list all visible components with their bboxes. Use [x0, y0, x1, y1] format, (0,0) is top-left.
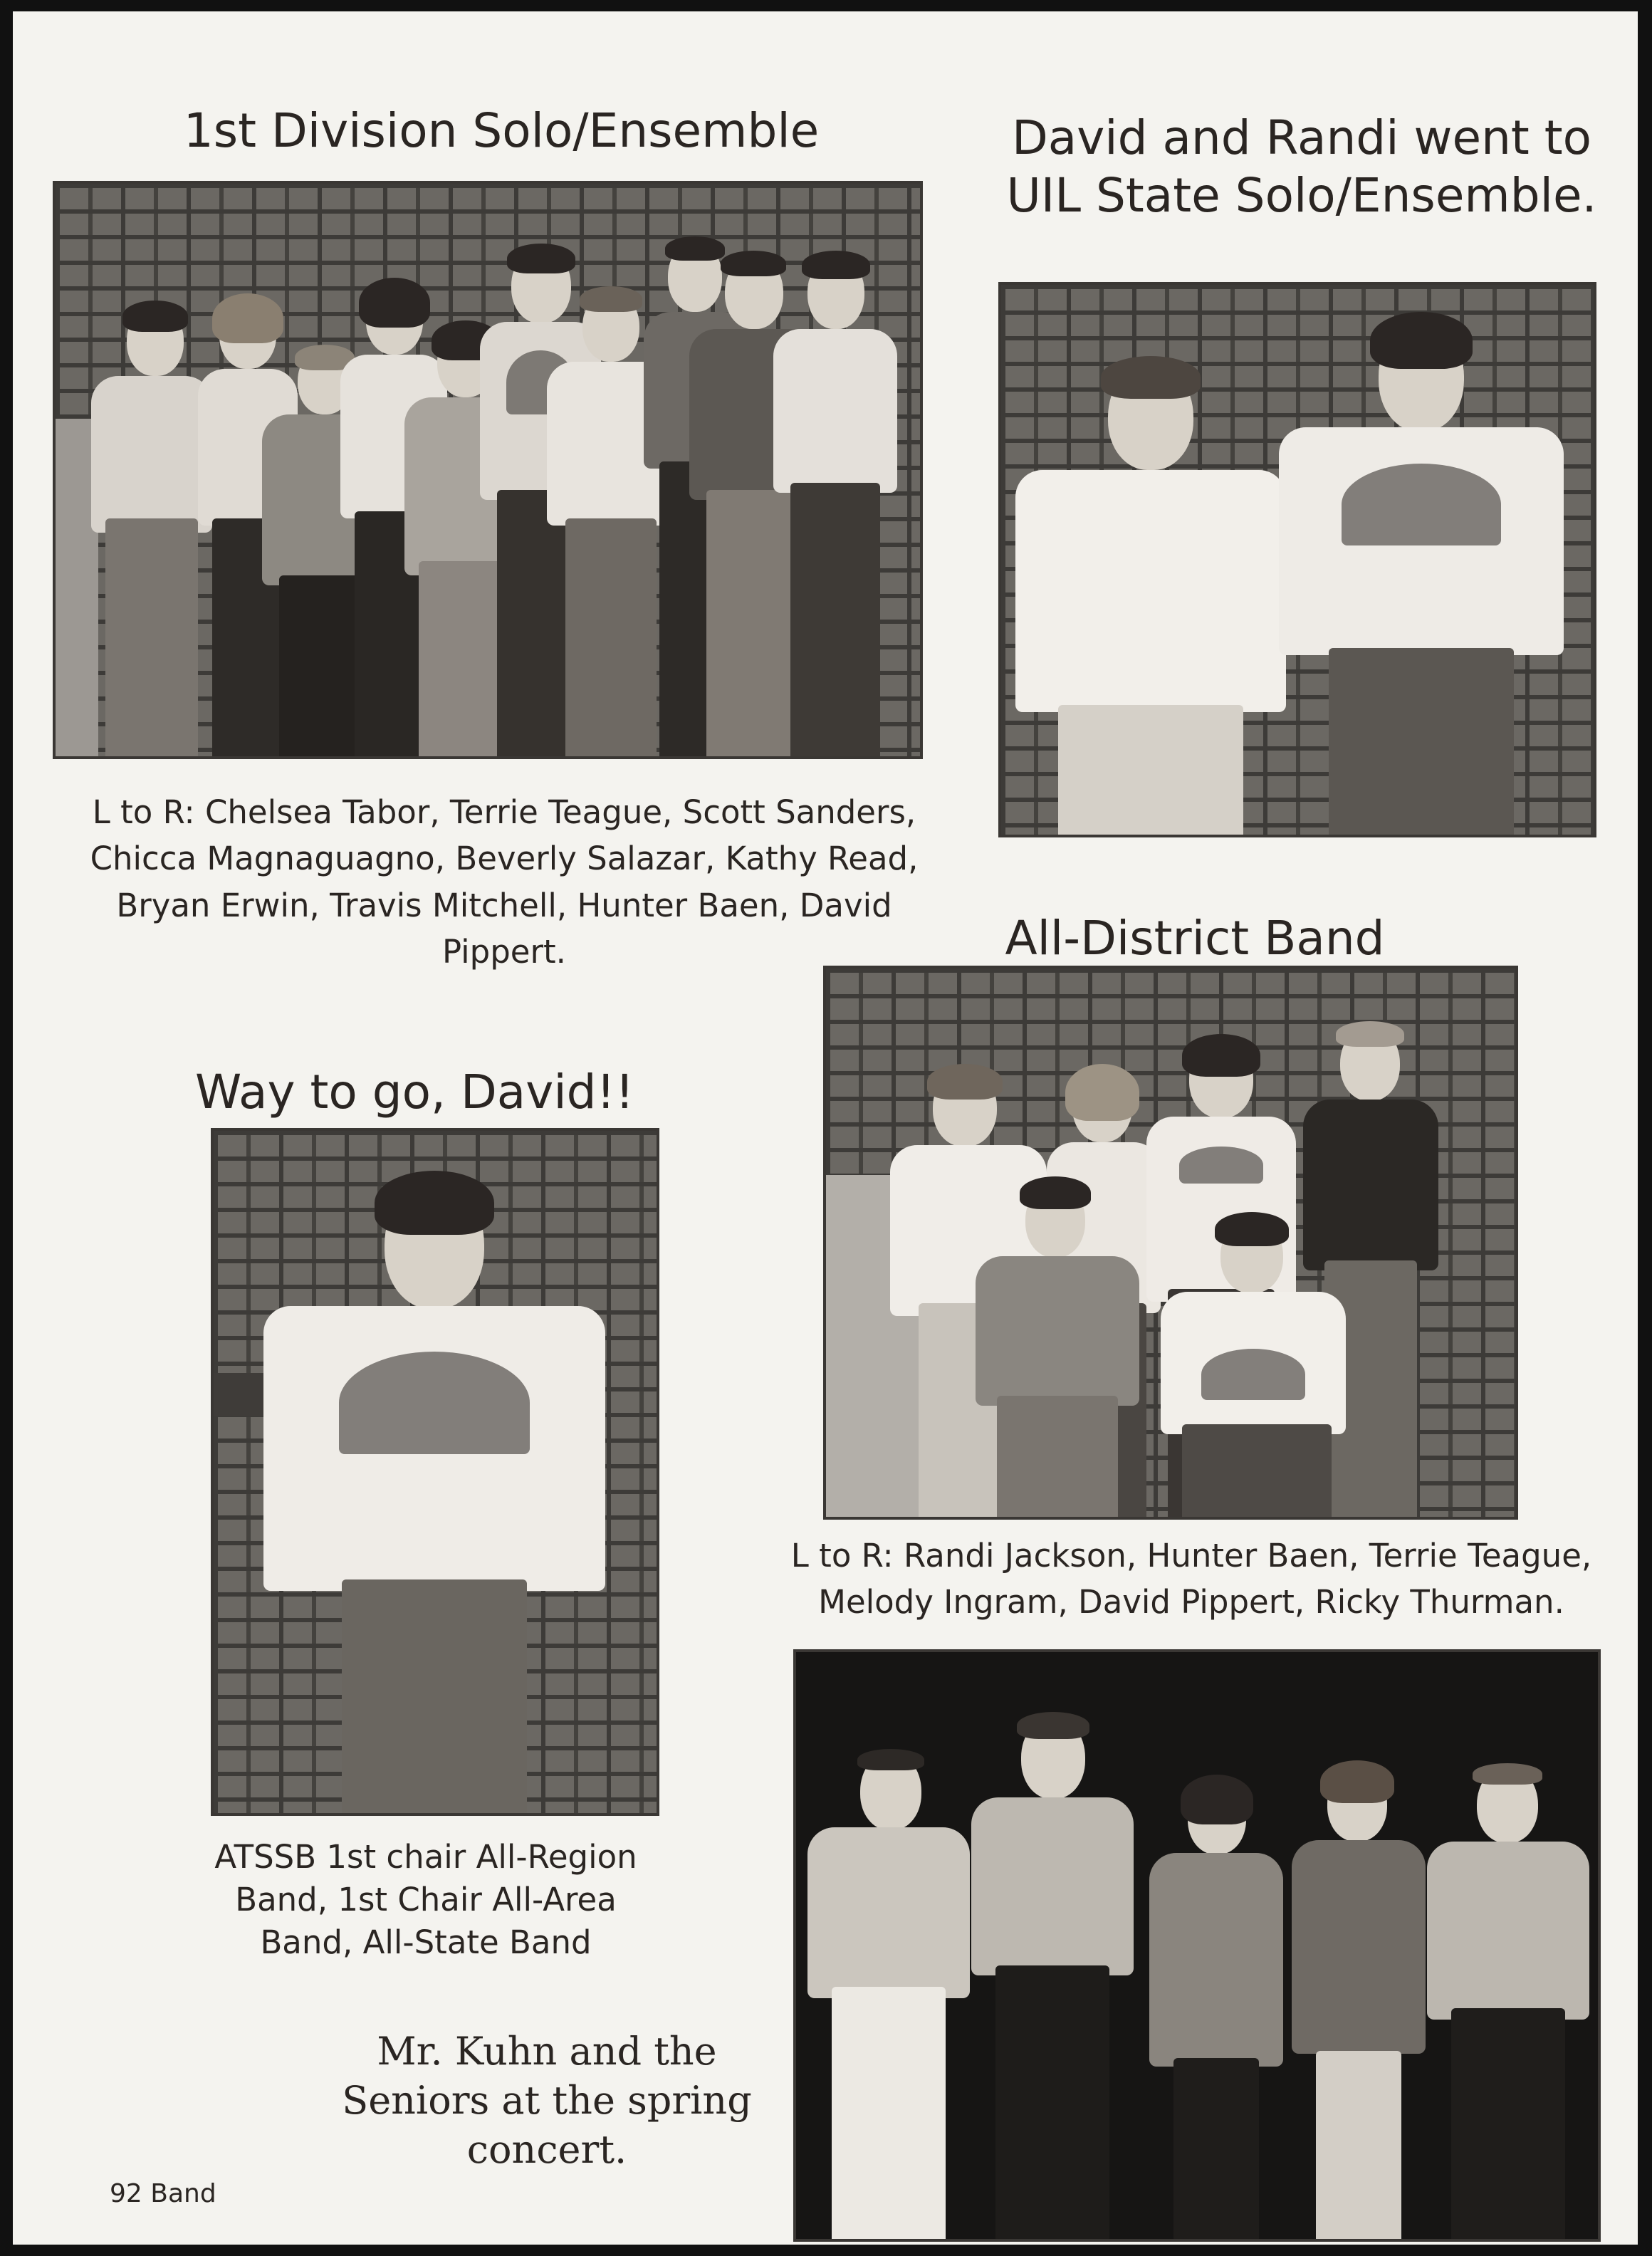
student-figure: [256, 1181, 612, 1816]
all-district-photo: [823, 966, 1518, 1520]
solo-ensemble-group-photo: [53, 181, 923, 759]
solo-ensemble-caption: L to R: Chelsea Tabor, Terrie Teague, Scott Sanders, Chicca Magnaguagno, Beverly Salazar, Kathy Read, Bryan Erwin, Travis Mitchell, Hunter Baen, David Pippert.: [90, 793, 919, 971]
student-figure: [1272, 320, 1571, 837]
david-caption: ATSSB 1st chair All-Region Band, 1st Chair All-Area Band, All-State Band: [214, 1838, 637, 1961]
david-portrait-photo: [211, 1128, 659, 1816]
student-figure: [768, 255, 903, 759]
senior-figure: [1145, 1780, 1287, 2242]
state-solo-photo: [998, 282, 1596, 837]
way-to-go-heading: Way to go, David!!: [195, 1065, 634, 1119]
solo-ensemble-heading: 1st Division Solo/Ensemble: [183, 103, 820, 158]
page-number-label: 92 Band: [110, 2179, 216, 2208]
all-district-caption: L to R: Randi Jackson, Hunter Baen, Terrie Teague, Melody Ingram, David Pippert, Ricky Thurman.: [790, 1537, 1592, 1622]
concert-caption: Mr. Kuhn and the Seniors at the spring concert.: [342, 2029, 752, 2173]
student-figure: [1154, 1218, 1353, 1520]
state-heading: David and Randi went to UIL State Solo/Ensemble.: [1006, 110, 1597, 223]
student-figure: [968, 1182, 1146, 1520]
senior-figure: [1423, 1766, 1594, 2242]
senior-figure: [967, 1716, 1138, 2242]
director-figure: [803, 1752, 974, 2242]
student-figure: [1008, 363, 1293, 837]
senior-figure: [1287, 1766, 1430, 2242]
yearbook-page: [13, 11, 1638, 2245]
spring-concert-photo: [793, 1649, 1601, 2242]
all-district-heading: All-District Band: [1005, 911, 1385, 966]
